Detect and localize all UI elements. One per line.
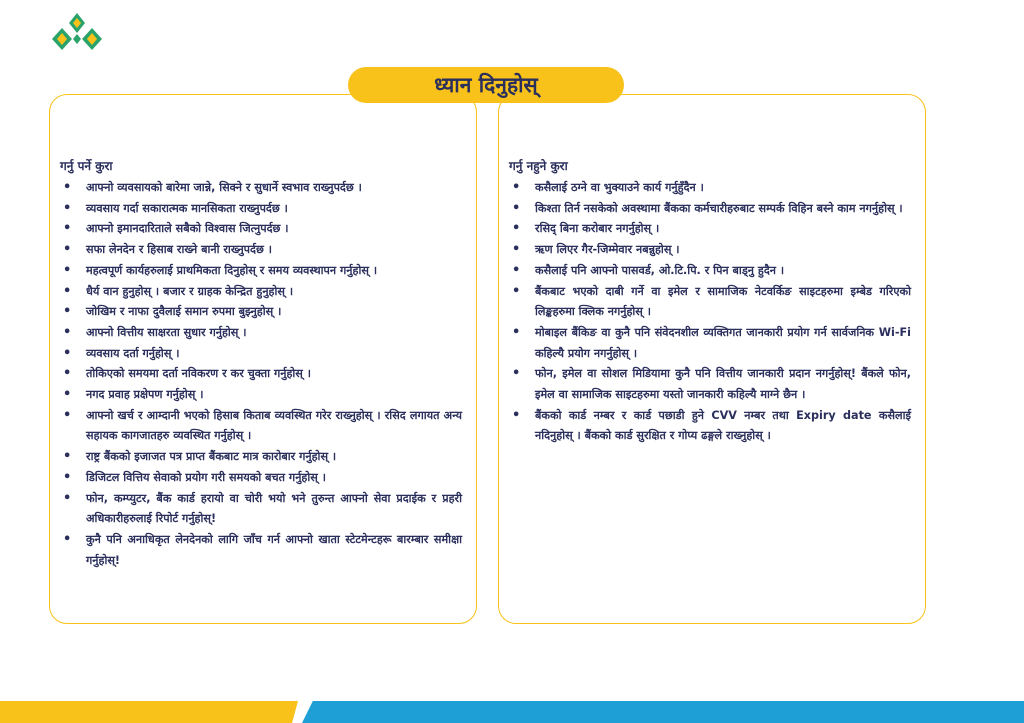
page-title: ध्यान दिनुहोस् bbox=[348, 67, 624, 103]
list-item: • फोन, इमेल वा सोशल मिडियामा कुनै पनि वित्तीय जानकारी प्रदान नगर्नुहोस्! बैंकले फोन, इमेल वा सामाजिक साइटहरुमा यस्तो जानकारी कहिल्यै माग्ने छैन । bbox=[509, 364, 911, 405]
list-item: • ऋण लिएर गैर-जिम्मेवार नबन्नुहोस् । bbox=[509, 240, 911, 261]
dos-panel-body bbox=[60, 157, 462, 571]
dos-heading: गर्नु पर्ने कुरा bbox=[60, 159, 113, 173]
donts-panel-body bbox=[509, 157, 911, 447]
list-item: • महत्वपूर्ण कार्यहरुलाई प्राथमिकता दिनुहोस् र समय व्यवस्थापन गर्नुहोस् । bbox=[60, 261, 462, 282]
list-item: • जोखिम र नाफा दुवैलाई समान रुपमा बुझ्नुहोस् । bbox=[60, 302, 462, 323]
list-item: • कुनै पनि अनाधिकृत लेनदेनको लागि जाँच गर्न आफ्नो खाता स्टेटमेन्टहरू बारम्बार समीक्षा गर्नुहोस्! bbox=[60, 530, 462, 571]
donts-heading: गर्नु नहुने कुरा bbox=[509, 159, 568, 173]
donts-panel bbox=[498, 94, 926, 624]
list-item: • फोन, कम्प्युटर, बैंक कार्ड हरायो वा चोरी भयो भने तुरुन्त आफ्नो सेवा प्रदाईक र प्रहरी अधिकारीहरुलाई रिपोर्ट गर्नुहोस्! bbox=[60, 489, 462, 530]
logo-icon bbox=[48, 12, 106, 52]
list-item: • व्यवसाय दर्ता गर्नुहोस् । bbox=[60, 344, 462, 365]
list-item: • आफ्नो खर्च र आम्दानी भएको हिसाब किताब व्यवस्थित गरेर राख्नुहोस् । रसिद लगायत अन्य सहायक कागजातहरु व्यवस्थित गर्नुहोस् । bbox=[60, 406, 462, 447]
list-item: • मोबाइल बैंकिङ वा कुनै पनि संवेदनशील व्यक्तिगत जानकारी प्रयोग गर्न सार्वजनिक Wi-Fi कहिल्यै प्रयोग नगर्नुहोस् । bbox=[509, 323, 911, 364]
list-item: • व्यवसाय गर्दा सकारात्मक मानसिकता राख्नुपर्दछ । bbox=[60, 199, 462, 220]
list-item: • आफ्नो इमानदारिताले सबैको विश्वास जित्नुपर्दछ । bbox=[60, 219, 462, 240]
list-item: • सफा लेनदेन र हिसाब राख्ने बानी राख्नुपर्दछ । bbox=[60, 240, 462, 261]
list-item: • बैंकको कार्ड नम्बर र कार्ड पछाडी हुने CVV नम्बर तथा Expiry date कसैलाई नदिनुहोस् । बैंकको कार्ड सुरक्षित र गोप्य ढङ्गले राख्नुहोस् । bbox=[509, 406, 911, 447]
footer-stripe-blue bbox=[302, 701, 1024, 723]
list-item: • तोकिएको समयमा दर्ता नविकरण र कर चुक्ता गर्नुहोस् । bbox=[60, 364, 462, 385]
list-item: • नगद प्रवाह प्रक्षेपण गर्नुहोस् । bbox=[60, 385, 462, 406]
donts-list bbox=[509, 178, 911, 447]
list-item: • रसिद् बिना करोबार नगर्नुहोस् । bbox=[509, 219, 911, 240]
list-item: • किश्ता तिर्न नसकेको अवस्थामा बैंकका कर्मचारीहरुबाट सम्पर्क विहिन बस्ने काम नगर्नुहोस् । bbox=[509, 199, 911, 220]
list-item: • डिजिटल वित्तिय सेवाको प्रयोग गरी समयको बचत गर्नुहोस् । bbox=[60, 468, 462, 489]
list-item: • आफ्नो व्यवसायको बारेमा जान्ने, सिक्ने र सुधार्ने स्वभाव राख्नुपर्दछ । bbox=[60, 178, 462, 199]
dos-panel bbox=[49, 94, 477, 624]
list-item: • कसैलाई ठग्ने वा भुक्याउने कार्य गर्नुहुँदैन । bbox=[509, 178, 911, 199]
footer-stripe-yellow bbox=[0, 701, 298, 723]
list-item: • राष्ट्र बैंकको इजाजत पत्र प्राप्त बैंकबाट मात्र कारोबार गर्नुहोस् । bbox=[60, 447, 462, 468]
list-item: • कसैलाई पनि आफ्नो पासवर्ड, ओ.टि.पि. र पिन बाड्नु हुदैन । bbox=[509, 261, 911, 282]
list-item: • आफ्नो वित्तीय साक्षरता सुधार गर्नुहोस् । bbox=[60, 323, 462, 344]
list-item: • धैर्य वान हुनुहोस् । बजार र ग्राहक केन्द्रित हुनुहोस् । bbox=[60, 282, 462, 303]
dos-list bbox=[60, 178, 462, 571]
list-item: • बैंकबाट भएको दाबी गर्ने वा इमेल र सामाजिक नेटवर्किङ साइटहरुमा इम्बेड गरिएको लिङ्कहरुमा क्लिक नगर्नुहोस् । bbox=[509, 282, 911, 323]
